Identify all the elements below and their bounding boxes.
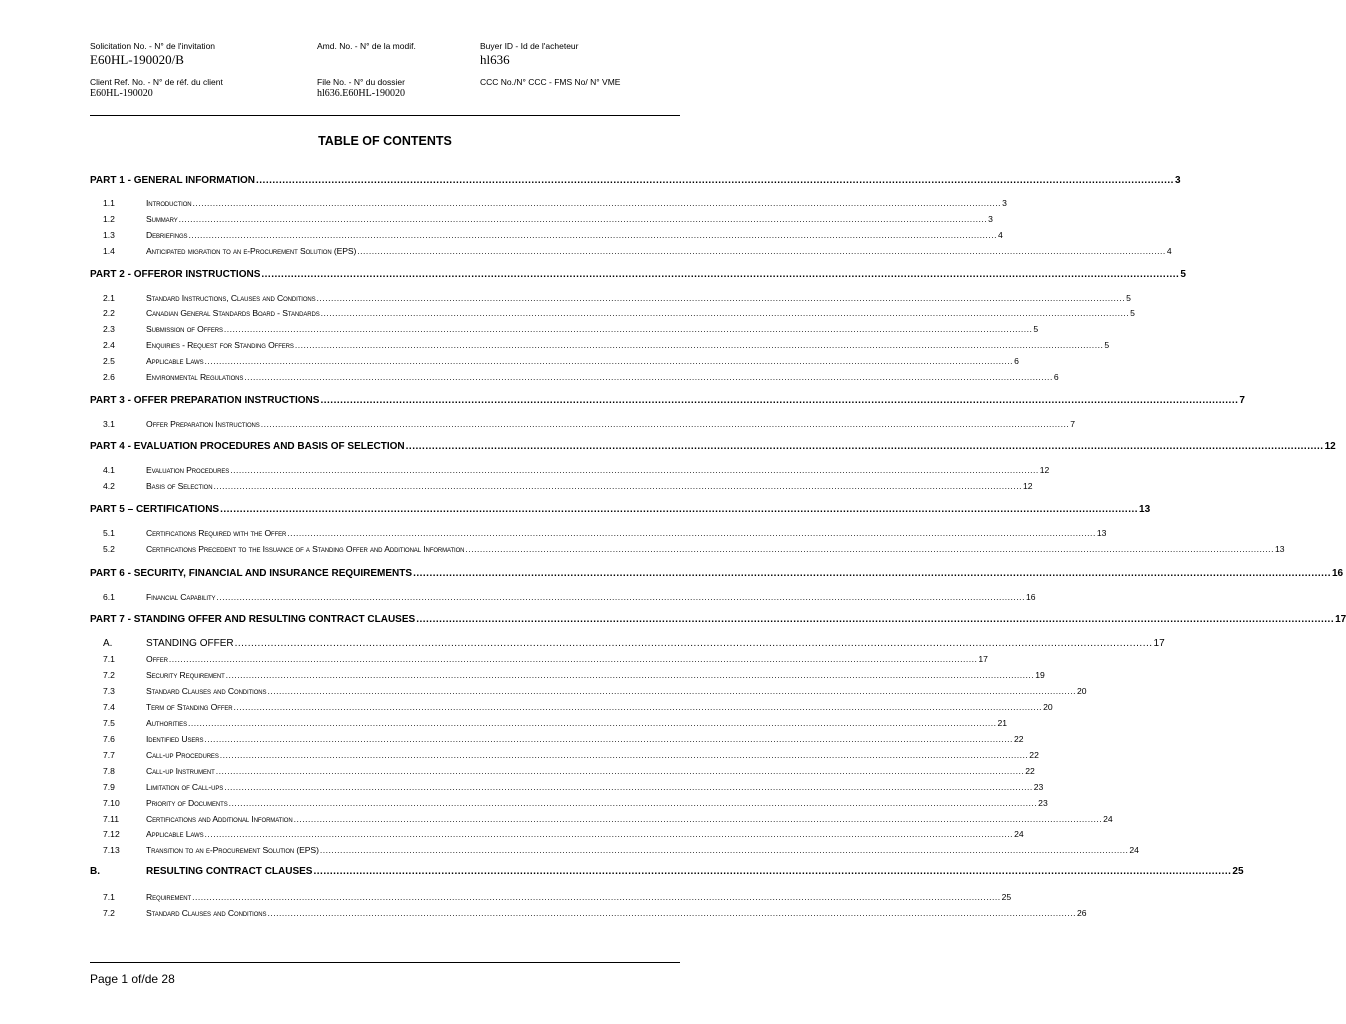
toc-part-entry — [90, 395, 1245, 406]
toc-entry-number: 2.6 — [103, 372, 115, 382]
toc-entry-page: 6 — [1053, 372, 1059, 382]
toc-leader-dots — [179, 214, 988, 224]
toc-section-entry — [90, 356, 1019, 366]
toc-entry-number: 2.3 — [103, 324, 115, 334]
toc-entry-page: 13 — [1096, 528, 1107, 538]
ccc-block — [480, 77, 620, 88]
toc-leader-dots — [216, 766, 1025, 776]
toc-part-entry — [90, 504, 1151, 515]
toc-entry-page: 5 — [1126, 293, 1131, 303]
toc-entry-page: 6 — [1014, 356, 1019, 366]
toc-leader-dots — [320, 395, 1238, 406]
toc-entry-title: Priority of Documents — [146, 798, 228, 808]
toc-leader-dots — [357, 246, 1166, 256]
toc-entry-title: Standard Clauses and Conditions — [146, 908, 267, 918]
toc-entry-title: Standard Clauses and Conditions — [146, 686, 267, 696]
toc-section-entry — [90, 198, 1007, 208]
toc-entry-page: 25 — [1232, 866, 1244, 877]
toc-leader-dots — [321, 308, 1130, 318]
toc-leader-dots — [416, 614, 1334, 625]
toc-leader-dots — [320, 845, 1129, 855]
toc-entry-page: 16 — [1332, 568, 1344, 579]
toc-entry-title: PART 1 - GENERAL INFORMATION — [90, 175, 255, 186]
toc-entry-title: Evaluation Procedures — [146, 465, 230, 475]
toc-section-entry — [90, 340, 1110, 350]
toc-entry-number: 2.5 — [103, 356, 115, 366]
amendment-label: Amd. No. - N° de la modif. — [317, 41, 416, 51]
toc-entry-title: PART 7 - STANDING OFFER AND RESULTING CONTRACT CLAUSES — [90, 614, 416, 625]
toc-leader-dots — [267, 686, 1076, 696]
toc-section-entry — [90, 654, 988, 664]
toc-part-entry — [90, 614, 1346, 625]
toc-section-entry — [90, 718, 1008, 728]
toc-leader-dots — [244, 372, 1053, 382]
client-ref-label: Client Ref. No. - N° de réf. du client — [90, 77, 223, 87]
toc-leader-dots — [205, 829, 1014, 839]
toc-entry-number: 7.1 — [103, 892, 115, 902]
toc-entry-number: 7.1 — [103, 654, 115, 664]
toc-section-entry — [90, 465, 1050, 475]
toc-entry-title: Debriefings — [146, 230, 188, 240]
toc-part-entry — [90, 441, 1336, 452]
toc-entry-page: 26 — [1077, 908, 1087, 918]
toc-entry-page: 5 — [1104, 340, 1110, 350]
toc-entry-title: Standard Instructions, Clauses and Conditions — [146, 293, 316, 303]
toc-entry-page: 12 — [1023, 481, 1033, 491]
toc-entry-number: 2.1 — [103, 293, 115, 303]
toc-entry-number: 7.6 — [103, 734, 115, 744]
toc-entry-title: Certifications Precedent to the Issuance of a Standing Offer and Additional Information — [146, 544, 465, 554]
toc-entry-title: PART 4 - EVALUATION PROCEDURES AND BASIS OF SELECTION — [90, 441, 405, 452]
toc-entry-title: Term of Standing Offer — [146, 702, 233, 712]
toc-section-entry — [90, 481, 1033, 491]
toc-entry-number: 5.2 — [103, 544, 115, 554]
toc-entry-number: 7.3 — [103, 686, 115, 696]
toc-leader-dots — [287, 528, 1096, 538]
toc-leader-dots — [226, 670, 1035, 680]
toc-section-entry — [90, 750, 1039, 760]
toc-entry-number: 1.1 — [103, 198, 115, 208]
toc-entry-page: 24 — [1103, 814, 1113, 824]
toc-section-entry — [90, 246, 1172, 256]
toc-entry-number: 7.10 — [103, 798, 120, 808]
toc-entry-page: 21 — [997, 718, 1008, 728]
toc-section-entry — [90, 686, 1087, 696]
toc-leader-dots — [267, 908, 1076, 918]
toc-section-entry — [90, 845, 1139, 855]
toc-entry-title: Financial Capability — [146, 592, 216, 602]
toc-entry-page: 16 — [1025, 592, 1036, 602]
toc-section-entry — [90, 814, 1113, 824]
toc-entry-title: Requirement — [146, 892, 192, 902]
toc-entry-number: A. — [103, 638, 113, 649]
solicitation-value: E60HL-190020/B — [90, 52, 184, 67]
toc-section-entry — [90, 528, 1107, 538]
toc-entry-page: 17 — [1335, 614, 1346, 625]
toc-part-entry — [90, 269, 1186, 280]
toc-entry-title: Identified Users — [146, 734, 204, 744]
toc-leader-dots — [295, 340, 1104, 350]
toc-section-entry — [90, 829, 1024, 839]
toc-entry-number: B. — [90, 866, 100, 877]
toc-entry-page: 24 — [1014, 829, 1024, 839]
toc-entry-number: 7.8 — [103, 766, 115, 776]
solicitation-block — [90, 41, 215, 67]
toc-entry-number: 7.11 — [103, 814, 120, 824]
toc-entry-page: 4 — [998, 230, 1003, 240]
toc-entry-page: 22 — [1013, 734, 1024, 744]
toc-leader-dots — [220, 750, 1029, 760]
buyer-value: hl636 — [480, 52, 510, 67]
toc-section-entry — [90, 766, 1035, 776]
toc-section-entry — [90, 214, 993, 224]
toc-entry-number: 1.4 — [103, 246, 115, 256]
toc-leader-dots — [261, 269, 1179, 280]
toc-entry-number: 7.13 — [103, 845, 120, 855]
toc-leader-dots — [229, 798, 1038, 808]
toc-entry-number: 2.2 — [103, 308, 115, 318]
toc-leader-dots — [294, 814, 1103, 824]
toc-entry-title: Enquiries - Request for Standing Offers — [146, 340, 294, 350]
toc-entry-page: 23 — [1038, 798, 1048, 808]
toc-entry-title: Authorities — [146, 718, 187, 728]
buyer-block — [480, 41, 578, 67]
toc-entry-title: Introduction — [146, 198, 192, 208]
toc-entry-number: 7.12 — [103, 829, 120, 839]
toc-part-entry — [90, 568, 1344, 579]
toc-entry-page: 13 — [1274, 544, 1285, 554]
toc-part-entry — [90, 866, 1244, 877]
toc-leader-dots — [234, 702, 1043, 712]
toc-entry-title: Applicable Laws — [146, 829, 204, 839]
toc-leader-dots — [188, 718, 997, 728]
toc-entry-title: Security Requirement — [146, 670, 225, 680]
toc-entry-number: 6.1 — [103, 592, 115, 602]
solicitation-label: Solicitation No. - N° de l'invitation — [90, 41, 216, 51]
toc-entry-page: 25 — [1001, 892, 1012, 902]
toc-entry-title: Applicable Laws — [146, 356, 204, 366]
toc-entry-number: 7.7 — [103, 750, 115, 760]
toc-entry-title: Limitation of Call-ups — [146, 782, 224, 792]
toc-entry-page: 3 — [988, 214, 993, 224]
toc-entry-page: 3 — [1002, 198, 1007, 208]
toc-entry-title: PART 6 - SECURITY, FINANCIAL AND INSURANCE REQUIREMENTS — [90, 568, 413, 579]
toc-entry-title: Certifications Required with the Offer — [146, 528, 287, 538]
toc-entry-title: Certifications and Additional Information — [146, 814, 293, 824]
toc-entry-title: Canadian General Standards Board - Standards — [146, 308, 320, 318]
toc-entry-number: 7.9 — [103, 782, 115, 792]
toc-section-entry — [90, 419, 1076, 429]
toc-leader-dots — [235, 638, 1153, 649]
toc-leader-dots — [261, 419, 1070, 429]
toc-part-entry — [90, 175, 1181, 186]
toc-entry-page: 20 — [1043, 702, 1053, 712]
toc-entry-title: Submission of Offers — [146, 324, 223, 334]
client-ref-block — [90, 77, 223, 100]
toc-leader-dots — [406, 441, 1324, 452]
toc-entry-title: RESULTING CONTRACT CLAUSES — [146, 866, 313, 877]
toc-section-entry — [90, 372, 1059, 382]
toc-entry-page: 23 — [1033, 782, 1044, 792]
toc-entry-number: 3.1 — [103, 419, 115, 429]
header-divider — [90, 115, 680, 116]
file-no-label: File No. - N° du dossier — [317, 77, 405, 87]
toc-entry-page: 5 — [1180, 269, 1186, 280]
toc-entry-page: 12 — [1324, 441, 1336, 452]
toc-leader-dots — [205, 356, 1014, 366]
toc-entry-page: 20 — [1077, 686, 1087, 696]
toc-entry-page: 7 — [1070, 419, 1076, 429]
toc-entry-page: 5 — [1033, 324, 1039, 334]
toc-section-entry — [90, 702, 1053, 712]
toc-section-entry — [90, 638, 1165, 649]
toc-leader-dots — [230, 465, 1039, 475]
toc-leader-dots — [465, 544, 1274, 554]
toc-entry-page: 17 — [978, 654, 988, 664]
toc-section-entry — [90, 308, 1135, 318]
toc-entry-title: Environmental Regulations — [146, 372, 244, 382]
toc-entry-title: Call-up Procedures — [146, 750, 219, 760]
toc-leader-dots — [313, 866, 1231, 877]
toc-entry-page: 3 — [1174, 175, 1181, 186]
toc-entry-title: Call-up Instrument — [146, 766, 215, 776]
toc-section-entry — [90, 734, 1024, 744]
toc-section-entry — [90, 908, 1087, 918]
toc-entry-title: Anticipated migration to an e-Procurement Solution (EPS) — [146, 246, 357, 256]
toc-leader-dots — [224, 782, 1033, 792]
toc-entry-page: 19 — [1035, 670, 1045, 680]
toc-title: TABLE OF CONTENTS — [318, 134, 452, 148]
toc-entry-title: PART 2 - OFFEROR INSTRUCTIONS — [90, 269, 261, 280]
toc-entry-number: 4.1 — [103, 465, 115, 475]
toc-section-entry — [90, 592, 1036, 602]
toc-entry-title: STANDING OFFER — [146, 638, 234, 649]
toc-entry-number: 7.4 — [103, 702, 115, 712]
toc-entry-page: 4 — [1166, 246, 1172, 256]
toc-entry-number: 7.2 — [103, 908, 115, 918]
toc-leader-dots — [204, 734, 1013, 744]
toc-entry-title: Basis of Selection — [146, 481, 213, 491]
toc-leader-dots — [188, 230, 997, 240]
toc-entry-page: 12 — [1039, 465, 1050, 475]
ccc-label: CCC No./N° CCC - FMS No/ N° VME — [480, 77, 621, 87]
page-number: Page 1 of/de 28 — [90, 972, 175, 986]
toc-entry-number: 7.2 — [103, 670, 115, 680]
toc-entry-page: 13 — [1139, 504, 1151, 515]
toc-section-entry — [90, 670, 1045, 680]
toc-section-entry — [90, 798, 1048, 808]
toc-entry-title: Offer — [146, 654, 168, 664]
toc-entry-title: Transition to an e-Procurement Solution (EPS) — [146, 845, 319, 855]
toc-entry-page: 17 — [1153, 638, 1165, 649]
toc-leader-dots — [224, 324, 1033, 334]
toc-section-entry — [90, 782, 1044, 792]
toc-leader-dots — [213, 481, 1022, 491]
toc-entry-title: Summary — [146, 214, 178, 224]
toc-entry-title: Offer Preparation Instructions — [146, 419, 260, 429]
toc-entry-page: 22 — [1025, 766, 1035, 776]
buyer-label: Buyer ID - Id de l'acheteur — [480, 41, 579, 51]
toc-leader-dots — [192, 892, 1001, 902]
toc-leader-dots — [216, 592, 1025, 602]
amendment-block — [317, 41, 416, 52]
toc-leader-dots — [413, 568, 1331, 579]
toc-entry-title: PART 5 – CERTIFICATIONS — [90, 504, 220, 515]
toc-section-entry — [90, 293, 1131, 303]
client-ref-value: E60HL-190020 — [90, 88, 153, 99]
file-no-value: hl636.E60HL-190020 — [317, 88, 406, 99]
toc-section-entry — [90, 324, 1039, 334]
toc-section-entry — [90, 230, 1003, 240]
footer-divider — [90, 962, 680, 963]
toc-entry-number: 1.2 — [103, 214, 115, 224]
toc-entry-page: 24 — [1129, 845, 1139, 855]
toc-entry-number: 1.3 — [103, 230, 115, 240]
toc-section-entry — [90, 544, 1285, 554]
toc-entry-page: 7 — [1239, 395, 1245, 406]
toc-entry-number: 4.2 — [103, 481, 115, 491]
toc-leader-dots — [220, 504, 1138, 515]
toc-leader-dots — [169, 654, 978, 664]
toc-entry-page: 5 — [1130, 308, 1135, 318]
toc-leader-dots — [193, 198, 1002, 208]
toc-entry-page: 22 — [1029, 750, 1039, 760]
toc-entry-title: PART 3 - OFFER PREPARATION INSTRUCTIONS — [90, 395, 320, 406]
toc-leader-dots — [317, 293, 1126, 303]
toc-entry-number: 2.4 — [103, 340, 115, 350]
toc-entry-number: 5.1 — [103, 528, 115, 538]
toc-leader-dots — [256, 175, 1174, 186]
toc-entry-number: 7.5 — [103, 718, 115, 728]
file-no-block — [317, 77, 405, 100]
toc-section-entry — [90, 892, 1012, 902]
